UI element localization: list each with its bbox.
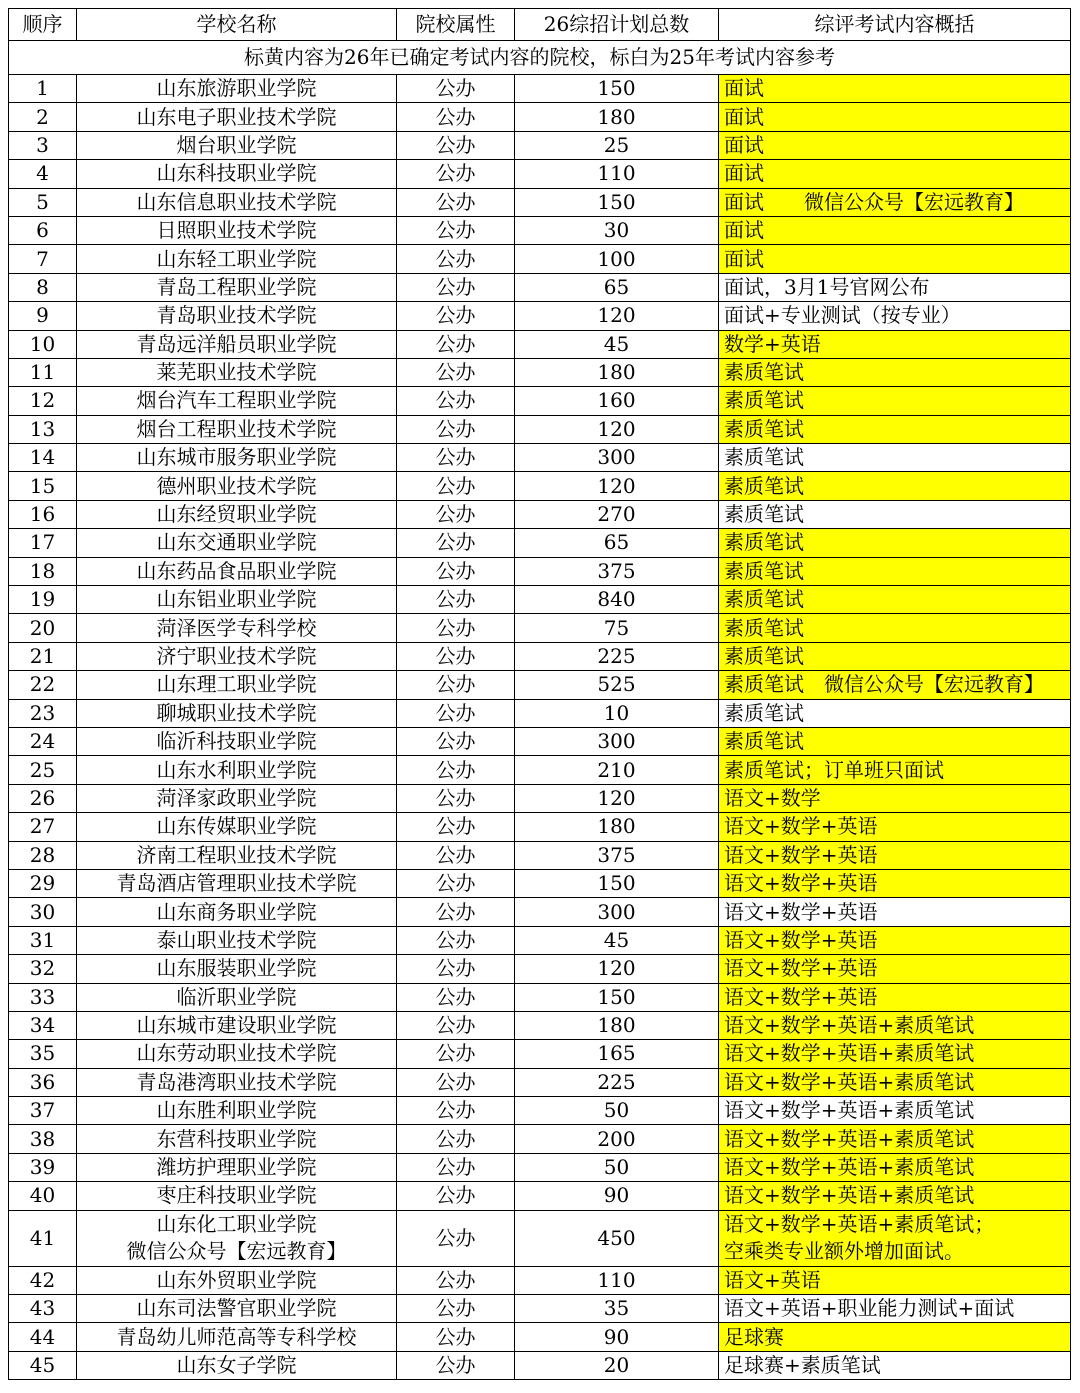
- school-name: 山东司法警官职业学院: [77, 1295, 397, 1323]
- table-row: [9, 898, 1071, 926]
- quota-value: 90: [515, 1323, 719, 1351]
- quota-value: 120: [515, 302, 719, 330]
- row-number: 1: [9, 75, 77, 103]
- school-name: 山东水利职业学院: [77, 756, 397, 784]
- row-number: 39: [9, 1153, 77, 1181]
- row-number: 9: [9, 302, 77, 330]
- quota-value: 100: [515, 245, 719, 273]
- row-number: 35: [9, 1040, 77, 1068]
- exam-content: 语文+数学+英语+素质笔试: [719, 1040, 1071, 1068]
- exam-content: 面试: [719, 216, 1071, 244]
- school-type: 公办: [397, 1153, 515, 1181]
- table-row: [9, 784, 1071, 812]
- row-number: 28: [9, 841, 77, 869]
- exam-content: 素质笔试: [719, 557, 1071, 585]
- school-name: 山东电子职业技术学院: [77, 103, 397, 131]
- school-name: 济南工程职业技术学院: [77, 841, 397, 869]
- quota-value: 110: [515, 160, 719, 188]
- quota-value: 180: [515, 813, 719, 841]
- table-row: [9, 500, 1071, 528]
- exam-content: 素质笔试: [719, 415, 1071, 443]
- school-type: 公办: [397, 358, 515, 386]
- table-row: [9, 1295, 1071, 1323]
- row-number: 44: [9, 1323, 77, 1351]
- quota-value: 110: [515, 1266, 719, 1294]
- school-name: 烟台职业学院: [77, 131, 397, 159]
- quota-value: 840: [515, 586, 719, 614]
- quota-value: 150: [515, 188, 719, 216]
- school-name: 德州职业技术学院: [77, 472, 397, 500]
- school-type: 公办: [397, 955, 515, 983]
- table-row: [9, 415, 1071, 443]
- school-type: 公办: [397, 1040, 515, 1068]
- school-name: 菏泽医学专科学校: [77, 614, 397, 642]
- table-row: [9, 1125, 1071, 1153]
- table-row: [9, 1351, 1071, 1379]
- quota-value: 150: [515, 869, 719, 897]
- school-type: 公办: [397, 727, 515, 755]
- row-number: 6: [9, 216, 77, 244]
- row-number: 34: [9, 1011, 77, 1039]
- school-name: 潍坊护理职业学院: [77, 1153, 397, 1181]
- table-row: [9, 188, 1071, 216]
- exam-content: 素质笔试: [719, 727, 1071, 755]
- exam-content: 语文+数学+英语: [719, 869, 1071, 897]
- quota-value: 50: [515, 1153, 719, 1181]
- quota-value: 150: [515, 75, 719, 103]
- school-type: 公办: [397, 841, 515, 869]
- table-row: [9, 1011, 1071, 1039]
- table-row: [9, 529, 1071, 557]
- table-row: [9, 813, 1071, 841]
- header-type: 院校属性: [397, 9, 515, 41]
- school-name: 山东铝业职业学院: [77, 586, 397, 614]
- table-row: [9, 358, 1071, 386]
- row-number: 18: [9, 557, 77, 585]
- quota-value: 20: [515, 1351, 719, 1379]
- table-row: [9, 1068, 1071, 1096]
- school-name: 山东城市建设职业学院: [77, 1011, 397, 1039]
- quota-value: 210: [515, 756, 719, 784]
- school-name: 莱芜职业技术学院: [77, 358, 397, 386]
- row-number: 22: [9, 671, 77, 699]
- exam-content: 面试: [719, 245, 1071, 273]
- school-type: 公办: [397, 302, 515, 330]
- exam-content: 足球赛: [719, 1323, 1071, 1351]
- row-number: 2: [9, 103, 77, 131]
- school-type: 公办: [397, 614, 515, 642]
- header-quota: 26综招计划总数: [515, 9, 719, 41]
- row-number: 17: [9, 529, 77, 557]
- row-number: 7: [9, 245, 77, 273]
- exam-content: 面试 微信公众号【宏远教育】: [719, 188, 1071, 216]
- table-row: [9, 699, 1071, 727]
- school-name: 烟台汽车工程职业学院: [77, 387, 397, 415]
- row-number: 12: [9, 387, 77, 415]
- table-row: [9, 302, 1071, 330]
- school-type: 公办: [397, 245, 515, 273]
- table-row: [9, 642, 1071, 670]
- school-type: 公办: [397, 330, 515, 358]
- notice-row: [9, 41, 1071, 75]
- school-type: 公办: [397, 1266, 515, 1294]
- exam-content: 语文+数学: [719, 784, 1071, 812]
- quota-value: 120: [515, 472, 719, 500]
- school-type: 公办: [397, 160, 515, 188]
- school-name-line: 山东化工职业学院: [156, 1212, 317, 1237]
- quota-value: 120: [515, 415, 719, 443]
- exam-content: 素质笔试: [719, 387, 1071, 415]
- table-row: [9, 216, 1071, 244]
- school-name: 临沂职业学院: [77, 983, 397, 1011]
- table-row: [9, 103, 1071, 131]
- row-number: 10: [9, 330, 77, 358]
- school-type: 公办: [397, 1011, 515, 1039]
- exam-content: 语文+数学+英语: [719, 983, 1071, 1011]
- school-name: 山东商务职业学院: [77, 898, 397, 926]
- row-number: 4: [9, 160, 77, 188]
- exam-content: 素质笔试: [719, 358, 1071, 386]
- table-row: [9, 245, 1071, 273]
- exam-content: 素质笔试: [719, 614, 1071, 642]
- school-type: 公办: [397, 557, 515, 585]
- school-name: 青岛幼儿师范高等专科学校: [77, 1323, 397, 1351]
- school-name: 山东城市服务职业学院: [77, 444, 397, 472]
- school-name: 山东轻工职业学院: [77, 245, 397, 273]
- exam-content: 语文+数学+英语+素质笔试: [719, 1153, 1071, 1181]
- exam-content: 面试: [719, 131, 1071, 159]
- quota-value: 225: [515, 1068, 719, 1096]
- school-name: 山东科技职业学院: [77, 160, 397, 188]
- exam-content-line: 语文+数学+英语+素质笔试；: [724, 1212, 995, 1237]
- exam-content: 足球赛+素质笔试: [719, 1351, 1071, 1379]
- table-row: [9, 586, 1071, 614]
- row-number: 23: [9, 699, 77, 727]
- exam-content: 素质笔试: [719, 472, 1071, 500]
- header-content: 综评考试内容概括: [719, 9, 1071, 41]
- school-name: 山东信息职业技术学院: [77, 188, 397, 216]
- table-row: [9, 330, 1071, 358]
- school-type: 公办: [397, 869, 515, 897]
- school-name: 泰山职业技术学院: [77, 926, 397, 954]
- school-name: 青岛港湾职业技术学院: [77, 1068, 397, 1096]
- row-number: 14: [9, 444, 77, 472]
- school-name: 山东女子学院: [77, 1351, 397, 1379]
- row-number: 25: [9, 756, 77, 784]
- row-number: 3: [9, 131, 77, 159]
- exam-content: 素质笔试；订单班只面试: [719, 756, 1071, 784]
- quota-value: 75: [515, 614, 719, 642]
- school-name: 山东交通职业学院: [77, 529, 397, 557]
- quota-value: 65: [515, 529, 719, 557]
- quota-value: 300: [515, 727, 719, 755]
- exam-content: 语文+数学+英语+素质笔试: [719, 1097, 1071, 1125]
- exam-content: 素质笔试 微信公众号【宏远教育】: [719, 671, 1071, 699]
- quota-value: 525: [515, 671, 719, 699]
- notice-text: 标黄内容为26年已确定考试内容的院校，标白为25年考试内容参考: [9, 41, 1071, 75]
- quota-value: 375: [515, 841, 719, 869]
- row-number: 38: [9, 1125, 77, 1153]
- row-number: 15: [9, 472, 77, 500]
- exam-content: 素质笔试: [719, 586, 1071, 614]
- school-name: 山东外贸职业学院: [77, 1266, 397, 1294]
- row-number: 36: [9, 1068, 77, 1096]
- row-number: 19: [9, 586, 77, 614]
- exam-content: 语文+数学+英语+素质笔试: [719, 1068, 1071, 1096]
- exam-content: 语文+数学+英语+素质笔试: [719, 1125, 1071, 1153]
- school-type: 公办: [397, 387, 515, 415]
- row-number: 20: [9, 614, 77, 642]
- school-name: 山东药品食品职业学院: [77, 557, 397, 585]
- school-name: 临沂科技职业学院: [77, 727, 397, 755]
- quota-value: 90: [515, 1182, 719, 1210]
- exam-content: 语文+数学+英语+素质笔试: [719, 1182, 1071, 1210]
- school-type: 公办: [397, 472, 515, 500]
- school-type: 公办: [397, 784, 515, 812]
- table-row: [9, 1182, 1071, 1210]
- school-name: 山东经贸职业学院: [77, 500, 397, 528]
- quota-value: 180: [515, 358, 719, 386]
- table-row: [9, 75, 1071, 103]
- quota-value: 300: [515, 898, 719, 926]
- table-row: [9, 1040, 1071, 1068]
- school-name: 烟台工程职业技术学院: [77, 415, 397, 443]
- school-type: 公办: [397, 1351, 515, 1379]
- table-row: [9, 926, 1071, 954]
- row-number: 37: [9, 1097, 77, 1125]
- header-order: 顺序: [9, 9, 77, 41]
- row-number: 43: [9, 1295, 77, 1323]
- quota-value: 45: [515, 926, 719, 954]
- row-number: 42: [9, 1266, 77, 1294]
- school-type: 公办: [397, 444, 515, 472]
- exam-content: 素质笔试: [719, 699, 1071, 727]
- school-type: 公办: [397, 756, 515, 784]
- exam-content: 面试: [719, 160, 1071, 188]
- school-type: 公办: [397, 75, 515, 103]
- table-row: [9, 1323, 1071, 1351]
- row-number: 26: [9, 784, 77, 812]
- school-name: 青岛工程职业学院: [77, 273, 397, 301]
- table-row: [9, 273, 1071, 301]
- quota-value: 180: [515, 103, 719, 131]
- row-number: 27: [9, 813, 77, 841]
- quota-value: 10: [515, 699, 719, 727]
- table-row: [9, 756, 1071, 784]
- table-row: [9, 444, 1071, 472]
- row-number: 16: [9, 500, 77, 528]
- table-row: [9, 1097, 1071, 1125]
- school-name: 青岛远洋船员职业学院: [77, 330, 397, 358]
- table-row: [9, 869, 1071, 897]
- row-number: 31: [9, 926, 77, 954]
- table-row: [9, 841, 1071, 869]
- row-number: 40: [9, 1182, 77, 1210]
- school-type: 公办: [397, 131, 515, 159]
- school-name: 日照职业技术学院: [77, 216, 397, 244]
- school-name: 聊城职业技术学院: [77, 699, 397, 727]
- row-number: 13: [9, 415, 77, 443]
- table-row: [9, 1153, 1071, 1181]
- school-type: 公办: [397, 983, 515, 1011]
- exam-content: 数学+英语: [719, 330, 1071, 358]
- quota-value: 120: [515, 784, 719, 812]
- table-row: [9, 671, 1071, 699]
- table-row: [9, 131, 1071, 159]
- school-type: 公办: [397, 273, 515, 301]
- row-number: 33: [9, 983, 77, 1011]
- quota-value: 35: [515, 1295, 719, 1323]
- quota-value: 225: [515, 642, 719, 670]
- exam-content: 语文+数学+英语: [719, 898, 1071, 926]
- school-type: 公办: [397, 500, 515, 528]
- school-type: 公办: [397, 813, 515, 841]
- row-number: 8: [9, 273, 77, 301]
- exam-content: 语文+数学+英语: [719, 926, 1071, 954]
- school-type: 公办: [397, 898, 515, 926]
- school-type: 公办: [397, 415, 515, 443]
- table-row: [9, 983, 1071, 1011]
- header-row: [9, 9, 1071, 41]
- school-type: 公办: [397, 216, 515, 244]
- school-name: 枣庄科技职业学院: [77, 1182, 397, 1210]
- exam-content: 面试，3月1号官网公布: [719, 273, 1071, 301]
- quota-value: 150: [515, 983, 719, 1011]
- table-row: [9, 160, 1071, 188]
- table-row: [9, 1210, 1071, 1266]
- exam-content: 素质笔试: [719, 500, 1071, 528]
- row-number: 5: [9, 188, 77, 216]
- school-name: 山东劳动职业技术学院: [77, 1040, 397, 1068]
- exam-content: 语文+数学+英语: [719, 841, 1071, 869]
- school-name-line: 微信公众号【宏远教育】: [126, 1239, 347, 1264]
- school-name: 青岛酒店管理职业技术学院: [77, 869, 397, 897]
- quota-value: 165: [515, 1040, 719, 1068]
- exam-content: 语文+英语: [719, 1266, 1071, 1294]
- exam-content: 面试: [719, 103, 1071, 131]
- exam-content: 语文+数学+英语: [719, 955, 1071, 983]
- quota-value: 270: [515, 500, 719, 528]
- school-name: 东营科技职业学院: [77, 1125, 397, 1153]
- school-name: 山东服装职业学院: [77, 955, 397, 983]
- quota-value: 160: [515, 387, 719, 415]
- admissions-table: [8, 8, 1071, 1380]
- school-name: 山东旅游职业学院: [77, 75, 397, 103]
- school-type: 公办: [397, 1125, 515, 1153]
- quota-value: 65: [515, 273, 719, 301]
- school-name: [77, 1210, 397, 1266]
- quota-value: 30: [515, 216, 719, 244]
- school-name: 济宁职业技术学院: [77, 642, 397, 670]
- exam-content: [719, 1210, 1071, 1266]
- quota-value: 300: [515, 444, 719, 472]
- row-number: 32: [9, 955, 77, 983]
- quota-value: 120: [515, 955, 719, 983]
- table-row: [9, 387, 1071, 415]
- admissions-sheet: [8, 8, 1070, 1380]
- exam-content: 面试: [719, 75, 1071, 103]
- exam-content: 语文+英语+职业能力测试+面试: [719, 1295, 1071, 1323]
- school-name: 青岛职业技术学院: [77, 302, 397, 330]
- school-type: 公办: [397, 1068, 515, 1096]
- quota-value: 180: [515, 1011, 719, 1039]
- quota-value: 25: [515, 131, 719, 159]
- exam-content: 面试+专业测试（按专业）: [719, 302, 1071, 330]
- school-name: 山东理工职业学院: [77, 671, 397, 699]
- row-number: 21: [9, 642, 77, 670]
- exam-content: 素质笔试: [719, 529, 1071, 557]
- school-type: 公办: [397, 1295, 515, 1323]
- school-name: 山东传媒职业学院: [77, 813, 397, 841]
- quota-value: 50: [515, 1097, 719, 1125]
- school-type: 公办: [397, 586, 515, 614]
- school-type: 公办: [397, 926, 515, 954]
- school-type: 公办: [397, 699, 515, 727]
- school-name: 山东胜利职业学院: [77, 1097, 397, 1125]
- school-type: 公办: [397, 529, 515, 557]
- school-type: 公办: [397, 1097, 515, 1125]
- table-row: [9, 955, 1071, 983]
- school-name: 菏泽家政职业学院: [77, 784, 397, 812]
- exam-content: 语文+数学+英语+素质笔试: [719, 1011, 1071, 1039]
- table-row: [9, 614, 1071, 642]
- school-type: 公办: [397, 671, 515, 699]
- quota-value: 450: [515, 1210, 719, 1266]
- exam-content: 素质笔试: [719, 444, 1071, 472]
- school-type: 公办: [397, 1182, 515, 1210]
- table-row: [9, 727, 1071, 755]
- row-number: 41: [9, 1210, 77, 1266]
- school-type: 公办: [397, 188, 515, 216]
- exam-content: 语文+数学+英语: [719, 813, 1071, 841]
- school-type: 公办: [397, 1210, 515, 1266]
- row-number: 45: [9, 1351, 77, 1379]
- table-row: [9, 472, 1071, 500]
- exam-content-line: 空乘类专业额外增加面试。: [724, 1239, 964, 1264]
- table-row: [9, 1266, 1071, 1294]
- row-number: 11: [9, 358, 77, 386]
- row-number: 24: [9, 727, 77, 755]
- school-type: 公办: [397, 103, 515, 131]
- row-number: 30: [9, 898, 77, 926]
- table-row: [9, 557, 1071, 585]
- exam-content: 素质笔试: [719, 642, 1071, 670]
- header-school: 学校名称: [77, 9, 397, 41]
- row-number: 29: [9, 869, 77, 897]
- school-type: 公办: [397, 1323, 515, 1351]
- school-type: 公办: [397, 642, 515, 670]
- quota-value: 200: [515, 1125, 719, 1153]
- quota-value: 375: [515, 557, 719, 585]
- quota-value: 45: [515, 330, 719, 358]
